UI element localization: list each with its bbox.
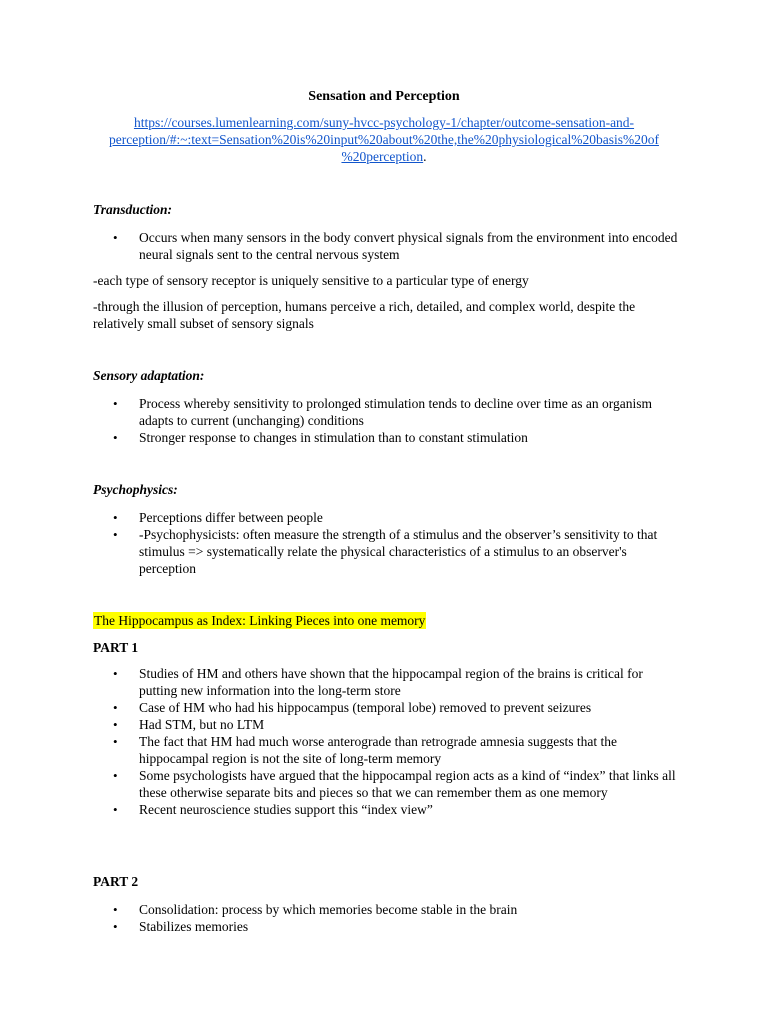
list-item	[93, 229, 678, 263]
bullet-dot-icon: •	[113, 734, 118, 749]
list-item	[93, 733, 678, 767]
list-item	[93, 801, 678, 818]
psychophysics-heading: Psychophysics:	[93, 482, 178, 497]
document-title: Sensation and Perception	[308, 89, 460, 104]
bullet-dot-icon: •	[113, 666, 118, 681]
list-item	[93, 901, 678, 918]
part-2-heading: PART 2	[93, 874, 139, 889]
list-item-text: Had STM, but no LTM	[139, 717, 265, 732]
list-item	[93, 767, 678, 801]
source-link-period: .	[423, 149, 427, 164]
list-item-text: -Psychophysicists: often measure the strength of a stimulus and the observer’s sensitivity to that stimulus => systematically relate the physical characteristics of a stimulus to an observer's perception	[139, 527, 658, 576]
list-item	[93, 395, 678, 429]
list-item-text: The fact that HM had much worse anterograde than retrograde amnesia suggests that the hippocampal region is not the site of long-term memory	[139, 734, 617, 766]
list-item-text: Consolidation: process by which memories become stable in the brain	[139, 902, 518, 917]
source-link-block	[88, 114, 680, 165]
part-2-list	[93, 901, 678, 935]
bullet-dot-icon: •	[113, 919, 118, 934]
transduction-paragraph-1: -each type of sensory receptor is uniquely sensitive to a particular type of energy	[93, 273, 529, 288]
list-item	[93, 716, 678, 733]
bullet-dot-icon: •	[113, 527, 118, 542]
source-link[interactable]	[109, 115, 659, 164]
part-1-list	[93, 665, 678, 818]
bullet-dot-icon: •	[113, 230, 118, 245]
list-item	[93, 509, 678, 526]
source-link-line-1: https://courses.lumenlearning.com/suny-hvcc-psychology-1/chapter/outcome-sensation-and-	[133, 115, 635, 130]
list-item-text: Studies of HM and others have shown that the hippocampal region of the brains is critical for putting new information into the long-term store	[139, 666, 643, 698]
psychophysics-list	[93, 509, 678, 577]
sensory-adaptation-heading: Sensory adaptation:	[93, 368, 205, 383]
bullet-dot-icon: •	[113, 902, 118, 917]
list-item	[93, 918, 678, 935]
list-item-text: Perceptions differ between people	[139, 510, 323, 525]
list-item	[93, 526, 678, 577]
bullet-dot-icon: •	[113, 768, 118, 783]
transduction-paragraph-2: -through the illusion of perception, humans perceive a rich, detailed, and complex world, despite the relatively small subset of sensory signals	[93, 299, 636, 331]
list-item-text: Recent neuroscience studies support this “index view”	[139, 802, 433, 817]
list-item	[93, 429, 678, 446]
sensory-adaptation-list	[93, 395, 678, 446]
list-item-text: Case of HM who had his hippocampus (temporal lobe) removed to prevent seizures	[139, 700, 592, 715]
list-item	[93, 665, 678, 699]
list-item-text: Stronger response to changes in stimulation than to constant stimulation	[139, 430, 528, 445]
transduction-heading: Transduction:	[93, 202, 173, 217]
source-link-line-3: %20perception	[341, 149, 424, 164]
list-item	[93, 699, 678, 716]
list-item-text: Stabilizes memories	[139, 919, 249, 934]
part-1-heading: PART 1	[93, 640, 139, 655]
bullet-dot-icon: •	[113, 802, 118, 817]
bullet-dot-icon: •	[113, 717, 118, 732]
transduction-list	[93, 229, 678, 263]
bullet-dot-icon: •	[113, 430, 118, 445]
hippocampus-heading-text: The Hippocampus as Index: Linking Pieces into one memory	[94, 613, 426, 628]
hippocampus-heading	[93, 612, 426, 629]
bullet-dot-icon: •	[113, 396, 118, 411]
list-item-text: Some psychologists have argued that the hippocampal region acts as a kind of “index” that links all these otherwise separate bits and pieces so that we can remember them as one memory	[139, 768, 676, 800]
list-item-text: Process whereby sensitivity to prolonged stimulation tends to decline over time as an organism adapts to current (unchanging) conditions	[139, 396, 653, 428]
bullet-dot-icon: •	[113, 510, 118, 525]
list-item-text: Occurs when many sensors in the body convert physical signals from the environment into encoded neural signals sent to the central nervous system	[139, 230, 678, 262]
source-link-line-2: perception/#:~:text=Sensation%20is%20input%20about%20the,the%20physiological%20basis%20of	[109, 132, 659, 147]
bullet-dot-icon: •	[113, 700, 118, 715]
